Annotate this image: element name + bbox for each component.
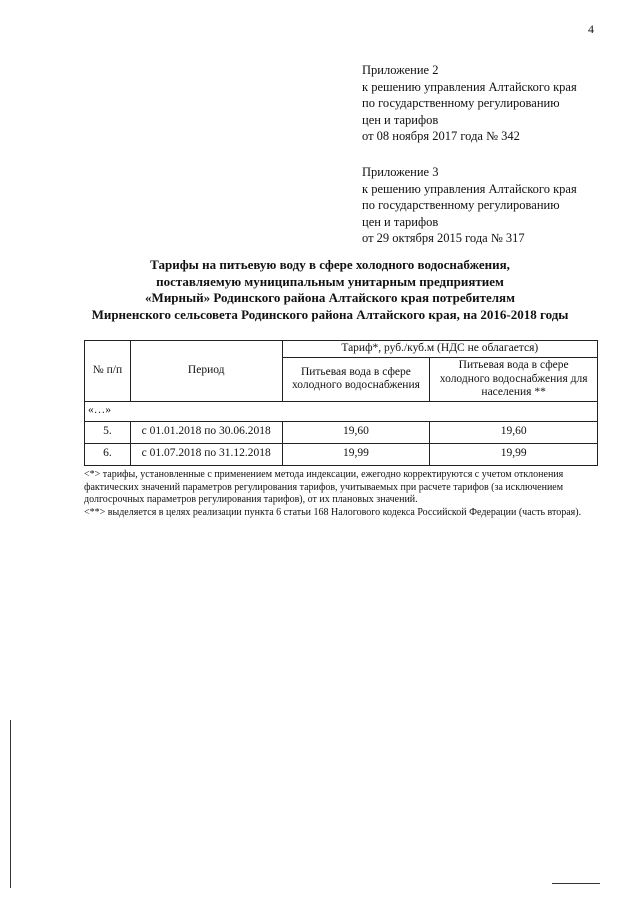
row-num: 6. [85, 443, 131, 465]
footnote: <**> выделяется в целях реализации пункта 6 статьи 168 Налогового кодекса Российской Федерации (часть вторая). [84, 506, 582, 518]
appendix-line: от 08 ноября 2017 года № 342 [362, 129, 520, 143]
appendix-line: к решению управления Алтайского края [362, 181, 577, 196]
footnote: <*> тарифы, установленные с применением метода индексации, ежегодно корректируются с учетом отклонения фактических значений параметров регулирования тарифов, учитываемых при расчете тарифов (за исключением долгосрочных параметров регулирования тарифов), от их плановых значений. [84, 469, 564, 506]
title-line: Мирненского сельсовета Родинского района Алтайского края, на 2016-2018 годы [91, 306, 569, 322]
ellipsis-row: «…» [85, 401, 598, 421]
title-line: Тарифы на питьевую воду в сфере холодного водоснабжения, [150, 257, 510, 272]
row-tariff-b: 19,99 [430, 443, 598, 465]
table-row [85, 421, 598, 443]
header-period: Период [130, 341, 282, 402]
appendix-line: цен и тарифов [362, 112, 439, 127]
tariff-table [84, 340, 598, 466]
appendix-line: по государственному регулированию [362, 198, 560, 212]
table-row [85, 443, 598, 465]
bottom-line [552, 883, 600, 884]
appendix-line: цен и тарифов [362, 214, 439, 229]
row-tariff-a: 19,99 [282, 443, 430, 465]
header-drinking-water-population: Питьевая вода в сфере холодного водоснабжения для населения ** [430, 358, 598, 402]
title-line: поставляемую муниципальным унитарным предприятием [156, 273, 504, 289]
footnotes [84, 469, 600, 519]
header-tariff: Тариф*, руб./куб.м (НДС не облагается) [282, 341, 597, 358]
header-num: № п/п [85, 341, 131, 402]
row-period: с 01.01.2018 по 30.06.2018 [130, 421, 282, 443]
appendix-2-block [362, 62, 577, 145]
appendix-3-block [362, 164, 577, 247]
appendix-line: Приложение 2 [362, 63, 439, 77]
title-line: «Мирный» Родинского района Алтайского края потребителям [145, 290, 515, 305]
row-num: 5. [85, 421, 131, 443]
appendix-line: от 29 октября 2015 года № 317 [362, 231, 525, 245]
appendix-line: к решению управления Алтайского края [362, 79, 577, 94]
row-tariff-a: 19,60 [282, 421, 430, 443]
row-period: с 01.07.2018 по 31.12.2018 [130, 443, 282, 465]
header-drinking-water: Питьевая вода в сфере холодного водоснабжения [282, 358, 430, 402]
document-title [60, 257, 600, 323]
appendix-line: по государственному регулированию [362, 96, 560, 110]
page-number: 4 [588, 22, 594, 36]
margin-line [10, 720, 11, 888]
appendix-line: Приложение 3 [362, 165, 439, 179]
row-tariff-b: 19,60 [430, 421, 598, 443]
